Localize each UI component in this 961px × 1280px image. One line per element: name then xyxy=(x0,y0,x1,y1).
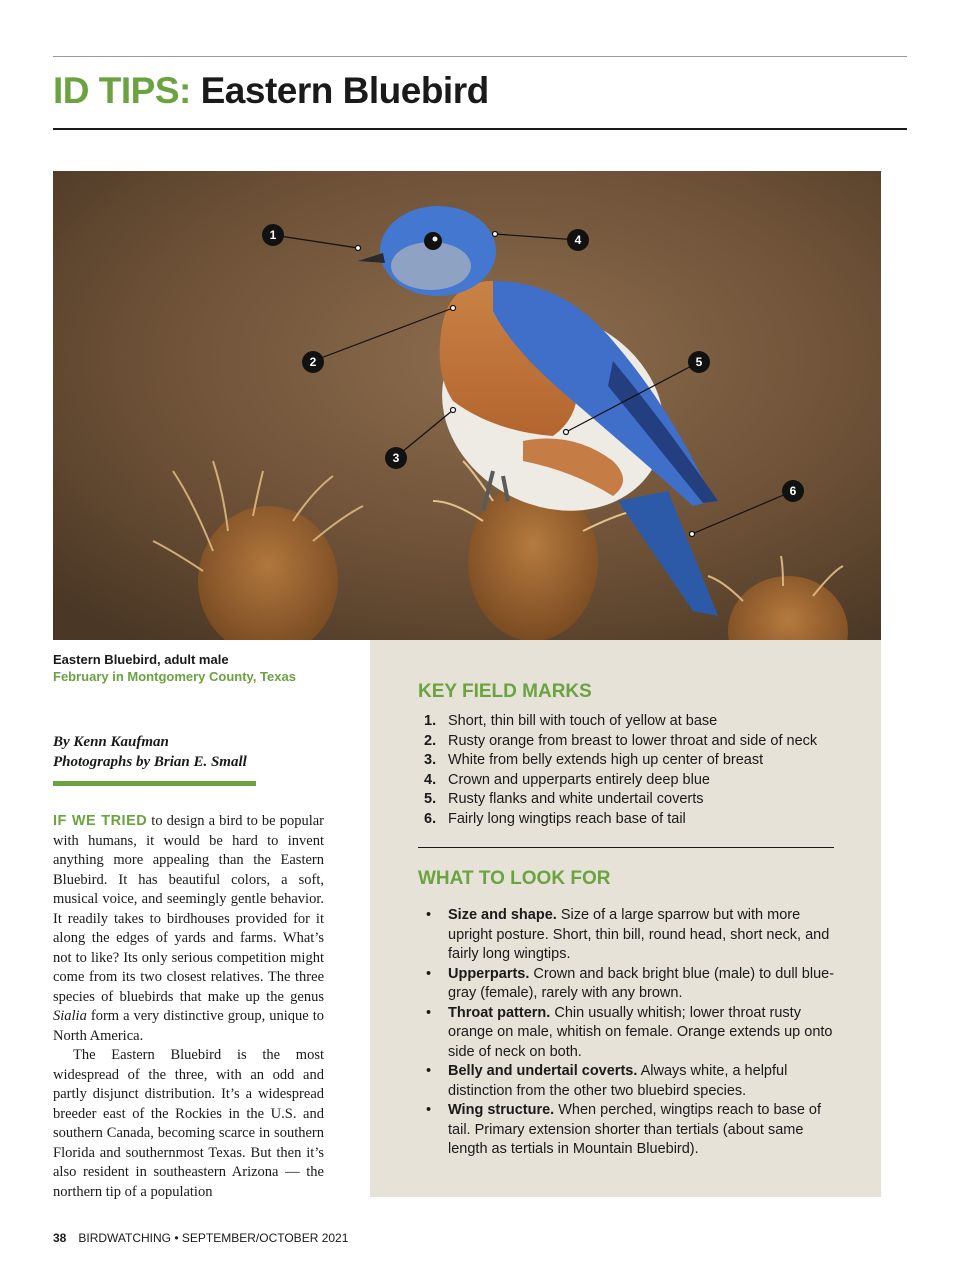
mark-number: 3. xyxy=(424,752,437,769)
article-p1-a: to design a bird to be popular with humans, it would be hard to invent anything more appealing than the Eastern Bluebird. It has beautiful colors, a soft, musical voice, and seemingly gentle behavior. It readily takes to birdhouses provided for it along the edges of yards and farms. What’s not to like? Its only serious competition might come from its two closest relatives. The three species of bluebirds that make up the genus xyxy=(53,813,324,1005)
caption-location: February in Montgomery County, Texas xyxy=(53,669,296,684)
key-field-marks-list xyxy=(424,712,864,830)
list-item xyxy=(424,1062,836,1101)
list-item xyxy=(424,751,864,771)
callout-3-label: 3 xyxy=(392,451,400,465)
article-paragraph-2: The Eastern Bluebird is the most widespread of the three, with an odd and partly disjunct distribution. It’s a widespread breeder east of the Rockies in the U.S. and southern Canada, becoming scarce in southern Florida and southernmost Texas. But then it’s also resident in southeastern Arizona — the northern tip of a population xyxy=(53,1047,324,1200)
list-item xyxy=(424,732,864,752)
bluebird-photo xyxy=(53,171,881,640)
article-p1-b: form a very distinctive group, unique to North America. xyxy=(53,1008,324,1044)
page-number: 38 xyxy=(53,1231,67,1245)
article-body xyxy=(53,812,324,1202)
id-tips-sidebar xyxy=(370,640,881,1197)
bullet-icon: • xyxy=(426,1102,432,1118)
title-rule xyxy=(53,128,907,130)
look-text: Size of a large sparrow but with more upright posture. Short, thin bill, round head, short neck, and fairly long wingtips. xyxy=(448,907,830,962)
callout-5-label: 5 xyxy=(695,355,703,369)
sidebar-divider xyxy=(418,847,834,848)
bluebird-illustration xyxy=(53,171,881,640)
look-label: Throat pattern. xyxy=(448,1004,551,1021)
bullet-icon: • xyxy=(426,1063,432,1079)
title-lead: ID TIPS: xyxy=(53,70,191,111)
mark-text: Rusty orange from breast to lower throat and side of neck xyxy=(448,732,818,749)
byline-photographer: Photographs by Brian E. Small xyxy=(53,754,247,770)
what-to-look-for-list xyxy=(424,906,836,1160)
mark-text: Short, thin bill with touch of yellow at base xyxy=(448,713,718,729)
list-item xyxy=(424,906,836,965)
callout-1-label: 1 xyxy=(269,228,277,242)
mark-text: Rusty flanks and white undertail coverts xyxy=(448,791,704,808)
mark-number: 6. xyxy=(424,810,437,827)
list-item xyxy=(424,965,836,1004)
mark-number: 5. xyxy=(424,791,437,808)
look-label: Size and shape. xyxy=(448,907,557,923)
look-text: Always white, a helpful distinction from the other two bluebird species. xyxy=(448,1063,788,1099)
byline xyxy=(53,732,247,772)
what-to-look-for-heading: WHAT TO LOOK FOR xyxy=(418,868,611,889)
look-text: Crown and back bright blue (male) to dull blue-gray (female), rarely with any brown. xyxy=(448,965,835,1001)
look-text: When perched, wingtips reach to base of tail. Primary extension shorter than tertials (about same length as tertials in Mountain Bluebird). xyxy=(448,1102,822,1157)
byline-author: By Kenn Kaufman xyxy=(53,734,169,750)
bullet-icon: • xyxy=(426,1004,432,1021)
key-field-marks-heading: KEY FIELD MARKS xyxy=(418,681,592,702)
list-item xyxy=(424,771,864,791)
publication-name: BIRDWATCHING • SEPTEMBER/OCTOBER 2021 xyxy=(78,1231,349,1245)
look-text: Chin usually whitish; lower throat rusty orange on male, whitish on female. Orange extends up onto side of neck on both. xyxy=(448,1004,833,1060)
look-label: Belly and undertail coverts. xyxy=(448,1063,638,1079)
mark-number: 4. xyxy=(424,771,437,788)
callout-2-label: 2 xyxy=(309,355,317,369)
caption-title: Eastern Bluebird, adult male xyxy=(53,652,229,667)
bullet-icon: • xyxy=(426,965,432,982)
mark-number: 2. xyxy=(424,732,437,749)
bullet-icon: • xyxy=(426,907,432,923)
mark-text: Crown and upperparts entirely deep blue xyxy=(448,771,710,788)
mark-number: 1. xyxy=(424,713,437,729)
article-lead-caps: IF WE TRIED xyxy=(53,813,148,829)
list-item xyxy=(424,712,864,732)
page-footer xyxy=(53,1231,348,1245)
mark-text: Fairly long wingtips reach base of tail xyxy=(448,810,686,827)
title-main: Eastern Bluebird xyxy=(200,70,489,111)
callout-6-label: 6 xyxy=(789,484,797,498)
list-item xyxy=(424,810,864,830)
list-item xyxy=(424,1004,836,1063)
list-item xyxy=(424,790,864,810)
look-label: Wing structure. xyxy=(448,1102,555,1118)
byline-divider xyxy=(53,781,256,786)
callout-4-label: 4 xyxy=(574,233,582,247)
mark-text: White from belly extends high up center of breast xyxy=(448,752,764,769)
article-paragraph-1 xyxy=(53,812,324,1046)
list-item xyxy=(424,1101,836,1160)
look-label: Upperparts. xyxy=(448,965,530,982)
article-p1-italic: Sialia xyxy=(53,1008,87,1024)
top-rule xyxy=(53,56,907,57)
page-title xyxy=(53,70,489,112)
